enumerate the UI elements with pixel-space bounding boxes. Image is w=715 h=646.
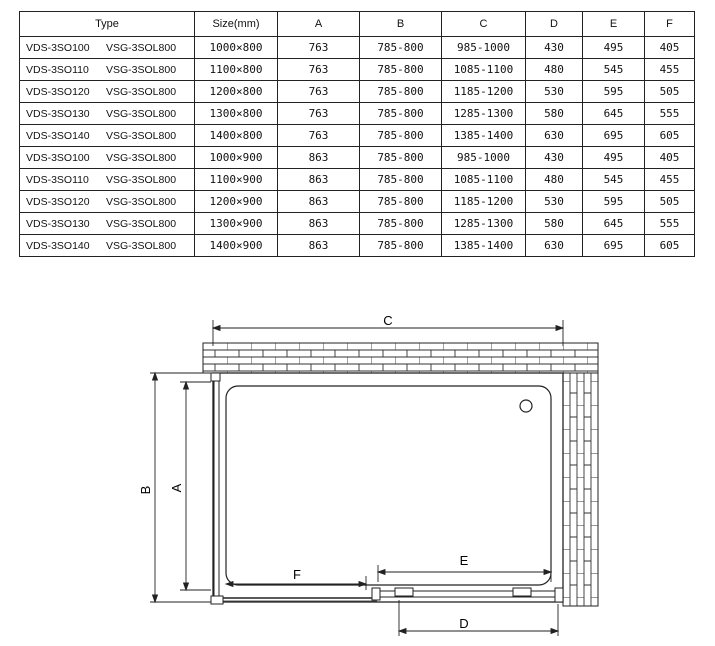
cell-a: 863 <box>278 191 360 213</box>
cell-d: 630 <box>526 235 583 257</box>
header-e: E <box>583 12 645 37</box>
dimension-a <box>180 382 211 590</box>
cell-d: 480 <box>526 59 583 81</box>
door-roller-right <box>513 588 531 596</box>
table-row <box>20 213 695 235</box>
cell-size: 1000×800 <box>195 37 278 59</box>
cell-size: 1400×900 <box>195 235 278 257</box>
table-row <box>20 235 695 257</box>
cell-type <box>20 235 195 257</box>
cell-e: 495 <box>583 147 645 169</box>
model-code: VDS-3SO130 <box>26 217 90 230</box>
model-code-secondary: VSG-3SOL800 <box>106 151 177 164</box>
dimension-d <box>399 600 558 636</box>
cell-c: 1285-1300 <box>442 103 526 125</box>
cell-size: 1000×900 <box>195 147 278 169</box>
cell-b: 785-800 <box>360 125 442 147</box>
model-code-secondary: VSG-3SOL800 <box>106 173 177 186</box>
cell-c: 1185-1200 <box>442 81 526 103</box>
door-handle <box>372 588 380 600</box>
dimension-c-label: C <box>383 313 393 328</box>
table-body <box>20 37 695 257</box>
cell-f: 405 <box>645 147 695 169</box>
cell-f: 455 <box>645 169 695 191</box>
table-row <box>20 125 695 147</box>
model-code: VDS-3SO140 <box>26 129 90 142</box>
table-header-row <box>20 12 695 37</box>
cell-type <box>20 169 195 191</box>
cell-f: 605 <box>645 235 695 257</box>
cell-c: 1085-1100 <box>442 169 526 191</box>
cell-e: 695 <box>583 125 645 147</box>
cell-e: 695 <box>583 235 645 257</box>
model-code-secondary: VSG-3SOL800 <box>106 107 177 120</box>
cell-b: 785-800 <box>360 103 442 125</box>
model-code: VDS-3SO140 <box>26 239 90 252</box>
model-code-secondary: VSG-3SOL800 <box>106 217 177 230</box>
cell-type <box>20 59 195 81</box>
back-wall <box>203 343 598 373</box>
cell-c: 1385-1400 <box>442 125 526 147</box>
cell-b: 785-800 <box>360 213 442 235</box>
cell-c: 985-1000 <box>442 147 526 169</box>
cell-type <box>20 191 195 213</box>
dimension-f-label: F <box>293 567 301 582</box>
table-row <box>20 37 695 59</box>
cell-b: 785-800 <box>360 147 442 169</box>
cell-size: 1100×800 <box>195 59 278 81</box>
door-roller-left <box>395 588 413 596</box>
cell-b: 785-800 <box>360 169 442 191</box>
header-type: Type <box>20 12 195 37</box>
drain-icon <box>520 400 532 412</box>
cell-c: 1185-1200 <box>442 191 526 213</box>
cell-a: 763 <box>278 37 360 59</box>
cell-f: 505 <box>645 81 695 103</box>
cell-a: 763 <box>278 81 360 103</box>
side-panel <box>214 379 219 601</box>
model-code: VDS-3SO120 <box>26 85 90 98</box>
cell-type <box>20 213 195 235</box>
cell-size: 1400×800 <box>195 125 278 147</box>
cell-f: 605 <box>645 125 695 147</box>
cell-e: 545 <box>583 59 645 81</box>
cell-b: 785-800 <box>360 235 442 257</box>
cell-b: 785-800 <box>360 37 442 59</box>
dimension-d-label: D <box>459 616 469 631</box>
header-d: D <box>526 12 583 37</box>
cell-type <box>20 103 195 125</box>
shower-tray <box>213 373 563 602</box>
model-code: VDS-3SO100 <box>26 151 90 164</box>
end-profile <box>555 588 563 602</box>
model-code-secondary: VSG-3SOL800 <box>106 85 177 98</box>
cell-d: 580 <box>526 103 583 125</box>
cell-e: 545 <box>583 169 645 191</box>
wall-profile-top <box>211 373 220 381</box>
cell-e: 645 <box>583 103 645 125</box>
cell-size: 1300×800 <box>195 103 278 125</box>
cell-type <box>20 81 195 103</box>
cell-f: 505 <box>645 191 695 213</box>
side-wall <box>563 373 598 606</box>
cell-f: 455 <box>645 59 695 81</box>
cell-d: 430 <box>526 37 583 59</box>
cell-c: 985-1000 <box>442 37 526 59</box>
cell-c: 1285-1300 <box>442 213 526 235</box>
cell-size: 1100×900 <box>195 169 278 191</box>
table-row <box>20 81 695 103</box>
model-code-secondary: VSG-3SOL800 <box>106 63 177 76</box>
shower-enclosure-drawing <box>0 290 715 646</box>
cell-b: 785-800 <box>360 59 442 81</box>
model-code: VDS-3SO130 <box>26 107 90 120</box>
cell-a: 863 <box>278 169 360 191</box>
cell-f: 555 <box>645 103 695 125</box>
model-code-secondary: VSG-3SOL800 <box>106 195 177 208</box>
cell-e: 495 <box>583 37 645 59</box>
dimension-b-label: B <box>138 485 153 495</box>
cell-c: 1085-1100 <box>442 59 526 81</box>
model-code: VDS-3SO120 <box>26 195 90 208</box>
table-row <box>20 103 695 125</box>
table-row <box>20 59 695 81</box>
header-b: B <box>360 12 442 37</box>
cell-e: 595 <box>583 81 645 103</box>
cell-d: 430 <box>526 147 583 169</box>
header-f: F <box>645 12 695 37</box>
dimension-table <box>19 11 695 257</box>
cell-d: 530 <box>526 81 583 103</box>
cell-b: 785-800 <box>360 81 442 103</box>
model-code: VDS-3SO110 <box>26 173 89 186</box>
cell-a: 863 <box>278 213 360 235</box>
cell-a: 863 <box>278 235 360 257</box>
corner-profile <box>211 596 223 604</box>
model-code-secondary: VSG-3SOL800 <box>106 239 177 252</box>
cell-d: 630 <box>526 125 583 147</box>
cell-b: 785-800 <box>360 191 442 213</box>
cell-f: 555 <box>645 213 695 235</box>
table-row <box>20 191 695 213</box>
model-code: VDS-3SO100 <box>26 41 90 54</box>
cell-type <box>20 37 195 59</box>
header-c: C <box>442 12 526 37</box>
dimension-e-label: E <box>459 553 469 568</box>
header-size: Size(mm) <box>195 12 278 37</box>
cell-c: 1385-1400 <box>442 235 526 257</box>
table-row <box>20 169 695 191</box>
cell-size: 1300×900 <box>195 213 278 235</box>
cell-f: 405 <box>645 37 695 59</box>
cell-a: 763 <box>278 59 360 81</box>
cell-d: 580 <box>526 213 583 235</box>
cell-e: 595 <box>583 191 645 213</box>
model-code-secondary: VSG-3SOL800 <box>106 41 177 54</box>
model-code-secondary: VSG-3SOL800 <box>106 129 177 142</box>
cell-e: 645 <box>583 213 645 235</box>
cell-size: 1200×800 <box>195 81 278 103</box>
cell-a: 863 <box>278 147 360 169</box>
cell-a: 763 <box>278 103 360 125</box>
cell-d: 480 <box>526 169 583 191</box>
dimension-a-label: A <box>169 483 184 493</box>
model-code: VDS-3SO110 <box>26 63 89 76</box>
header-a: A <box>278 12 360 37</box>
cell-type <box>20 147 195 169</box>
cell-size: 1200×900 <box>195 191 278 213</box>
cell-type <box>20 125 195 147</box>
cell-a: 763 <box>278 125 360 147</box>
cell-d: 530 <box>526 191 583 213</box>
table-row <box>20 147 695 169</box>
tray-basin <box>226 386 551 585</box>
